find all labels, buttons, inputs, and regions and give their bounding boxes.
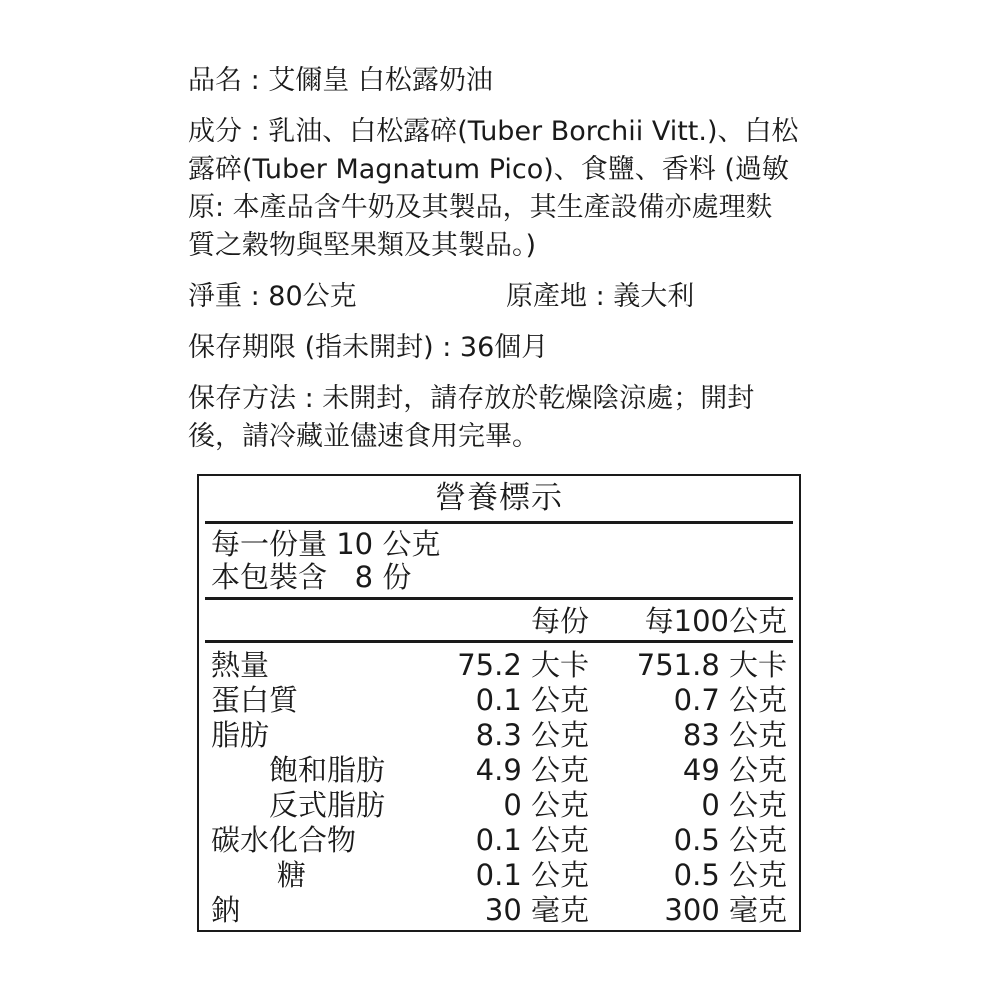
per-100g-value: 0.5 公克 [673, 858, 787, 892]
nutrition-panel [197, 474, 801, 932]
product-info [188, 62, 818, 469]
per-100g-value: 751.8 大卡 [636, 648, 787, 682]
per-serving-value: 8.3 公克 [475, 718, 589, 752]
nutrient-label: 反式脂肪 [269, 788, 386, 822]
nutrition-row [199, 753, 799, 788]
per-100g-value: 300 毫克 [664, 893, 787, 927]
nutrition-row [199, 683, 799, 718]
product-name: 品名 : 艾儞皇 白松露奶油 [188, 65, 493, 96]
per-serving-value: 4.9 公克 [475, 753, 589, 787]
nutrition-row [199, 648, 799, 683]
nutrition-row [199, 858, 799, 893]
serving-size: 每一份量 10 公克 [211, 527, 441, 561]
nutrient-label: 飽和脂肪 [269, 753, 386, 787]
nutrition-row [199, 718, 799, 753]
nutrition-row [199, 788, 799, 823]
storage-line: 保存方法 : 未開封，請存放於乾燥陰涼處；開封 [188, 383, 755, 414]
nutrient-label: 糖 [277, 858, 307, 892]
origin: 原產地 : 義大利 [506, 281, 695, 312]
per-serving-value: 0.1 公克 [475, 683, 589, 717]
nutrition-rows [199, 648, 799, 928]
servings-per-pack: 本包裝含 8 份 [211, 560, 412, 594]
ingredients-line: 露碎(Tuber Magnatum Pico)、食鹽、香料 (過敏 [188, 154, 789, 185]
nutrient-label: 鈉 [211, 893, 241, 927]
divider [205, 597, 793, 600]
nutrient-label: 蛋白質 [211, 683, 299, 717]
per-serving-value: 0.1 公克 [475, 823, 589, 857]
nutrition-row [199, 893, 799, 928]
shelf-life-block [188, 329, 818, 367]
nutrient-label: 熱量 [211, 648, 270, 682]
per-serving-value: 30 毫克 [484, 893, 589, 927]
column-header-per-100g: 每100公克 [644, 604, 787, 638]
product-name-block [188, 62, 818, 100]
storage-block [188, 380, 818, 456]
net-weight: 淨重 : 80公克 [188, 281, 357, 312]
ingredients-line: 原: 本產品含牛奶及其製品，其生產設備亦處理麩 [188, 192, 773, 223]
ingredients-line: 成分 : 乳油、白松露碎(Tuber Borchii Vitt.)、白松 [188, 116, 799, 147]
column-header-per-serving: 每份 [530, 604, 589, 638]
per-serving-value: 0 公克 [503, 788, 589, 822]
nutrient-label: 碳水化合物 [211, 823, 357, 857]
ingredients-line: 質之穀物與堅果類及其製品。) [188, 230, 537, 261]
per-serving-value: 0.1 公克 [475, 858, 589, 892]
divider [205, 521, 793, 524]
serving-info [211, 528, 440, 594]
nutrition-title: 營養標示 [435, 480, 563, 516]
nutrient-label: 脂肪 [211, 718, 270, 752]
per-100g-value: 0 公克 [701, 788, 787, 822]
per-100g-value: 83 公克 [682, 718, 787, 752]
storage-line: 後，請冷藏並儘速食用完畢。 [188, 421, 539, 452]
nutrition-row [199, 823, 799, 858]
per-100g-value: 0.5 公克 [673, 823, 787, 857]
per-serving-value: 75.2 大卡 [457, 648, 589, 682]
ingredients-block [188, 113, 818, 265]
per-100g-value: 0.7 公克 [673, 683, 787, 717]
divider [205, 640, 793, 643]
per-100g-value: 49 公克 [682, 753, 787, 787]
weight-origin-row [188, 278, 818, 316]
shelf-life: 保存期限 (指未開封) : 36個月 [188, 332, 549, 363]
